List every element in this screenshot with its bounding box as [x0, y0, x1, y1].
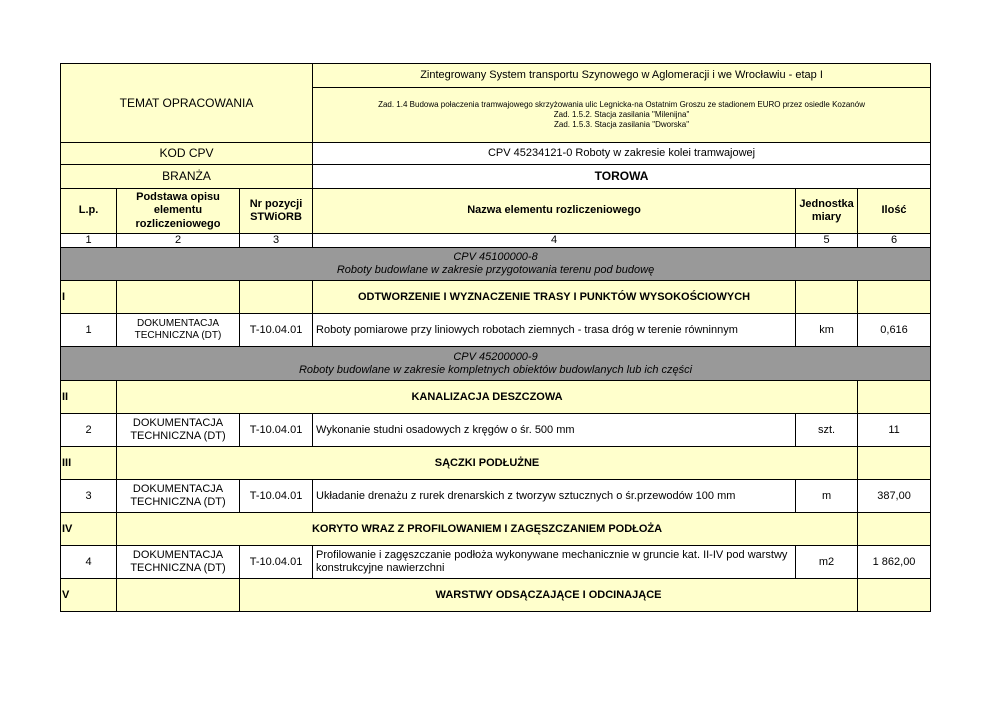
section-number: V: [61, 579, 117, 612]
item-basis: DOKUMENTACJA TECHNICZNA (DT): [117, 546, 240, 579]
column-number: 2: [117, 234, 240, 248]
section-title: KORYTO WRAZ Z PROFILOWANIEM I ZAGĘSZCZANIEM PODŁOŻA: [117, 513, 858, 546]
section-title: KANALIZACJA DESZCZOWA: [117, 381, 858, 414]
cpv-code-value: CPV 45234121-0 Roboty w zakresie kolei tramwajowej: [313, 143, 931, 165]
column-header-spec: Nr pozycji STWiORB: [240, 189, 313, 234]
section-title: ODTWORZENIE I WYZNACZENIE TRASY I PUNKTÓW WYSOKOŚCIOWYCH: [313, 281, 796, 314]
cpv-group-code: CPV 45200000-9: [453, 350, 538, 363]
task-line: Zad. 1.5.3. Stacja zasilania "Dworska": [553, 120, 690, 129]
item-unit: m2: [796, 546, 858, 579]
task-line: Zad. 1.5.2. Stacja zasilania "Milenijna": [553, 110, 690, 119]
column-number: 6: [858, 234, 931, 248]
cpv-code-label: KOD CPV: [61, 143, 313, 165]
section-empty-cell: [858, 447, 931, 480]
item-basis: DOKUMENTACJA TECHNICZNA (DT): [117, 480, 240, 513]
section-title: WARSTWY ODSĄCZAJĄCE I ODCINAJĄCE: [240, 579, 858, 612]
cpv-group-band: [61, 347, 931, 381]
item-name: Wykonanie studni osadowych z kręgów o śr. 500 mm: [313, 414, 796, 447]
topic-label: TEMAT OPRACOWANIA: [61, 64, 313, 143]
section-empty-cell: [858, 281, 931, 314]
item-name: Układanie drenażu z rurek drenarskich z tworzyw sztucznych o śr.przewodów 100 mm: [313, 480, 796, 513]
task-list: [313, 88, 931, 143]
column-number: 1: [61, 234, 117, 248]
section-number: I: [61, 281, 117, 314]
section-empty-cell: [858, 381, 931, 414]
item-spec: T-10.04.01: [240, 480, 313, 513]
section-empty-cell: [858, 579, 931, 612]
section-title: SĄCZKI PODŁUŻNE: [117, 447, 858, 480]
item-qty: 1 862,00: [858, 546, 931, 579]
task-line: Zad. 1.4 Budowa połaczenia tramwajowego skrzyżowania ulic Legnicka-na Ostatnim Groszu ze stadionem EURO przez osiedle Kozanów: [378, 100, 865, 109]
item-lp: 1: [61, 314, 117, 347]
table-row: [61, 314, 931, 347]
section-empty-cell: [117, 281, 240, 314]
item-spec: T-10.04.01: [240, 546, 313, 579]
table-row: [61, 414, 931, 447]
item-spec: T-10.04.01: [240, 414, 313, 447]
item-unit: km: [796, 314, 858, 347]
column-number: 4: [313, 234, 796, 248]
item-basis: DOKUMENTACJA TECHNICZNA (DT): [117, 414, 240, 447]
column-header-name: Nazwa elementu rozliczeniowego: [313, 189, 796, 234]
project-title: Zintegrowany System transportu Szynowego w Aglomeracji i we Wrocławiu - etap I: [313, 64, 931, 88]
section-empty-cell: [796, 281, 858, 314]
item-spec: T-10.04.01: [240, 314, 313, 347]
item-qty: 0,616: [858, 314, 931, 347]
item-name: Profilowanie i zagęszczanie podłoża wykonywane mechanicznie w gruncie kat. II-IV pod warstwy konstrukcyjne nawierzchni: [313, 546, 796, 579]
column-header-basis: Podstawa opisu elementu rozliczeniowego: [117, 189, 240, 234]
cpv-group-description: Roboty budowlane w zakresie przygotowania terenu pod budowę: [336, 264, 655, 277]
cpv-group-description: Roboty budowlane w zakresie kompletnych obiektów budowlanych lub ich części: [298, 363, 693, 376]
item-basis: DOKUMENTACJA TECHNICZNA (DT): [117, 314, 240, 347]
column-number: 5: [796, 234, 858, 248]
branch-value: TOROWA: [313, 165, 931, 189]
item-lp: 3: [61, 480, 117, 513]
item-unit: szt.: [796, 414, 858, 447]
section-number: III: [61, 447, 117, 480]
section-empty-cell: [858, 513, 931, 546]
item-name: Roboty pomiarowe przy liniowych robotach ziemnych - trasa dróg w terenie równinnym: [313, 314, 796, 347]
section-empty-cell: [240, 281, 313, 314]
item-lp: 2: [61, 414, 117, 447]
column-header-qty: Ilość: [858, 189, 931, 234]
table-row: [61, 480, 931, 513]
branch-label: BRANŻA: [61, 165, 313, 189]
cpv-group-code: CPV 45100000-8: [453, 251, 538, 263]
column-header-unit: Jednostka miary: [796, 189, 858, 234]
column-header-lp: L.p.: [61, 189, 117, 234]
table-row: [61, 546, 931, 579]
item-unit: m: [796, 480, 858, 513]
section-number: IV: [61, 513, 117, 546]
item-qty: 387,00: [858, 480, 931, 513]
cost-estimate-table: [60, 63, 931, 612]
section-empty-cell: [117, 579, 240, 612]
column-number: 3: [240, 234, 313, 248]
cpv-group-band: [61, 248, 931, 281]
item-lp: 4: [61, 546, 117, 579]
section-number: II: [61, 381, 117, 414]
item-qty: 11: [858, 414, 931, 447]
